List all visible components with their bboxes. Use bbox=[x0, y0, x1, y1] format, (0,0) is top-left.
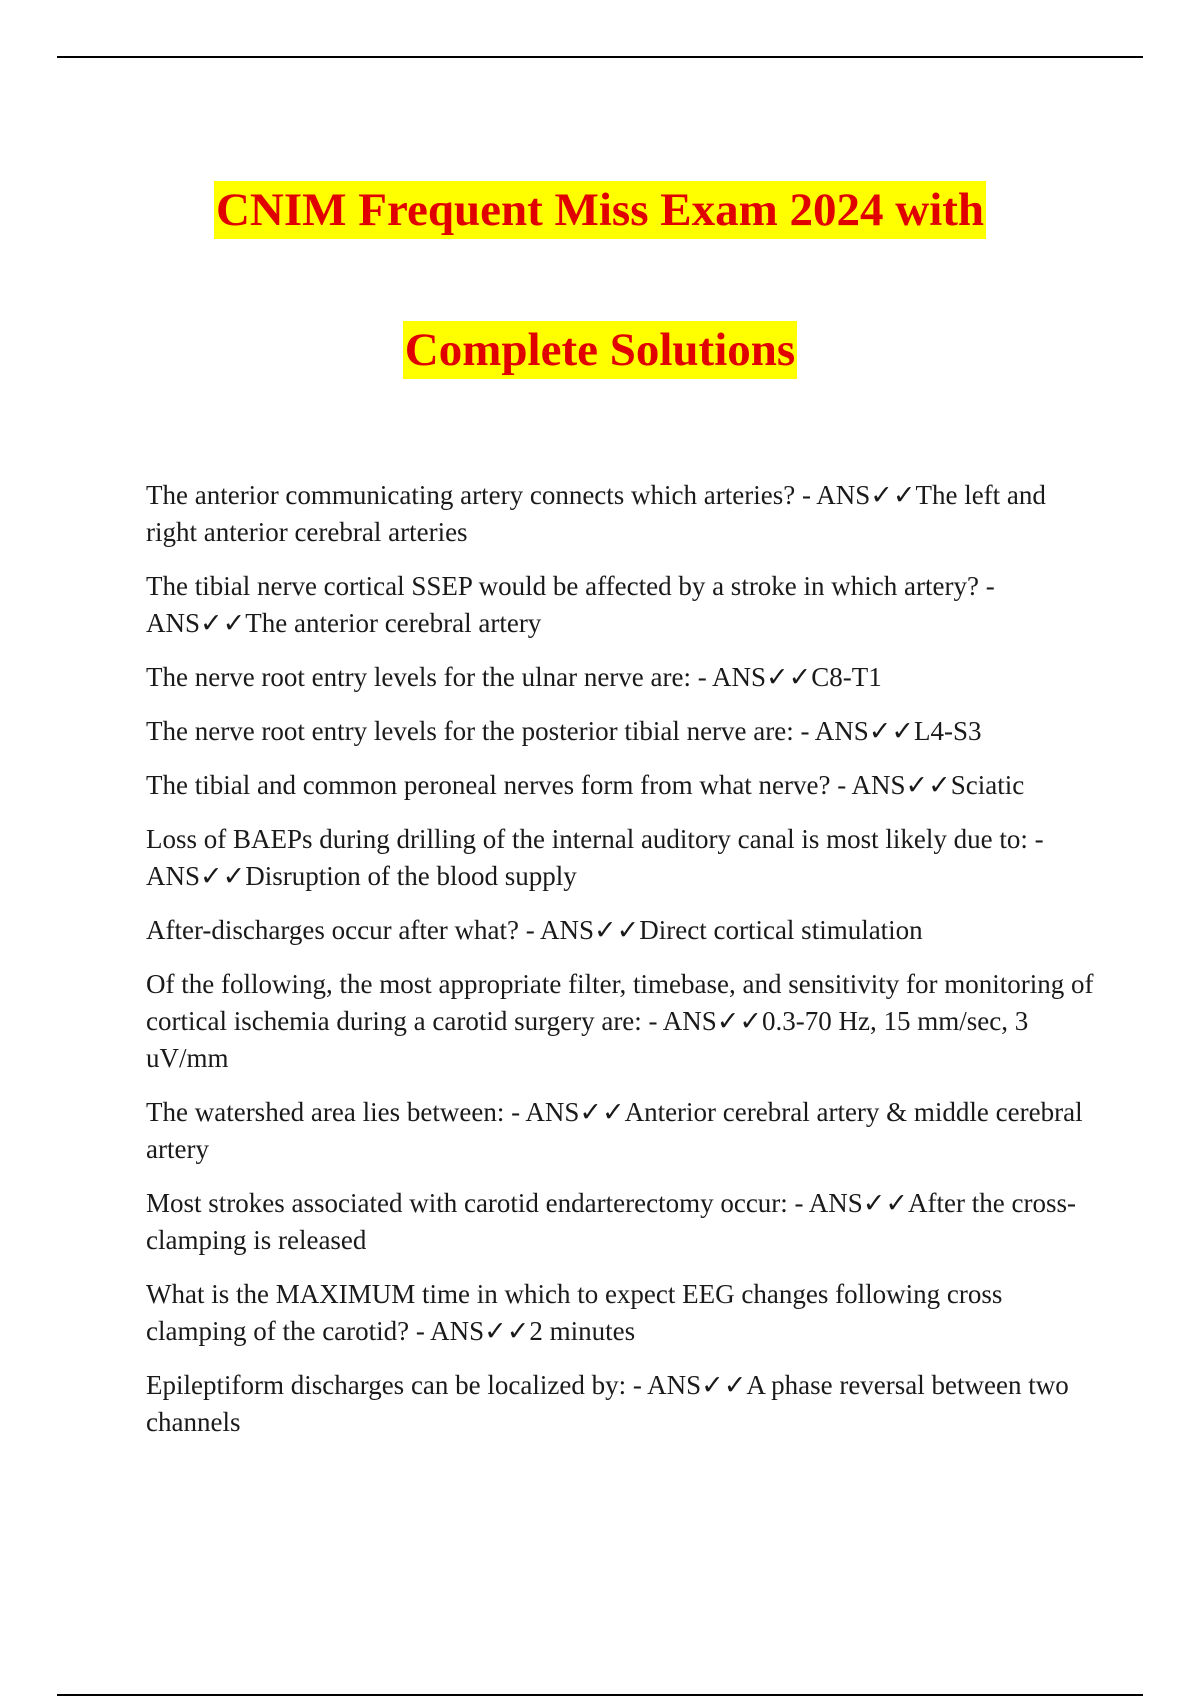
qa-item: What is the MAXIMUM time in which to expect EEG changes following cross clamping of the carotid? - ANS✓✓2 minutes bbox=[146, 1279, 1003, 1346]
title-line-2-text: Complete Solutions bbox=[403, 321, 797, 379]
qa-item: Loss of BAEPs during drilling of the internal auditory canal is most likely due to: - ANS✓✓Disruption of the blood supply bbox=[146, 824, 1044, 891]
qa-item: The anterior communicating artery connects which arteries? - ANS✓✓The left and right anterior cerebral arteries bbox=[146, 480, 1046, 547]
qa-item: The watershed area lies between: - ANS✓✓Anterior cerebral artery & middle cerebral artery bbox=[146, 1097, 1083, 1164]
qa-item: The nerve root entry levels for the ulnar nerve are: - ANS✓✓C8-T1 bbox=[146, 662, 882, 692]
title-line-1-text: CNIM Frequent Miss Exam 2024 with bbox=[214, 181, 986, 239]
qa-item: After-discharges occur after what? - ANS✓✓Direct cortical stimulation bbox=[146, 915, 923, 945]
qa-list bbox=[146, 477, 1096, 1458]
qa-item: The nerve root entry levels for the posterior tibial nerve are: - ANS✓✓L4-S3 bbox=[146, 716, 982, 746]
qa-item: Most strokes associated with carotid endarterectomy occur: - ANS✓✓After the cross-clamping is released bbox=[146, 1188, 1076, 1255]
bottom-rule bbox=[57, 1694, 1143, 1696]
qa-item: The tibial nerve cortical SSEP would be affected by a stroke in which artery? - ANS✓✓The anterior cerebral artery bbox=[146, 571, 995, 638]
qa-item: Epileptiform discharges can be localized by: - ANS✓✓A phase reversal between two channels bbox=[146, 1370, 1069, 1437]
title-line-2 bbox=[0, 280, 1200, 420]
top-rule bbox=[57, 56, 1143, 58]
qa-item: Of the following, the most appropriate filter, timebase, and sensitivity for monitoring of cortical ischemia during a carotid surgery are: - ANS✓✓0.3-70 Hz, 15 mm/sec, 3 uV/mm bbox=[146, 969, 1094, 1073]
qa-item: The tibial and common peroneal nerves form from what nerve? - ANS✓✓Sciatic bbox=[146, 770, 1025, 800]
title-line-1 bbox=[0, 140, 1200, 280]
document-title bbox=[0, 140, 1200, 420]
